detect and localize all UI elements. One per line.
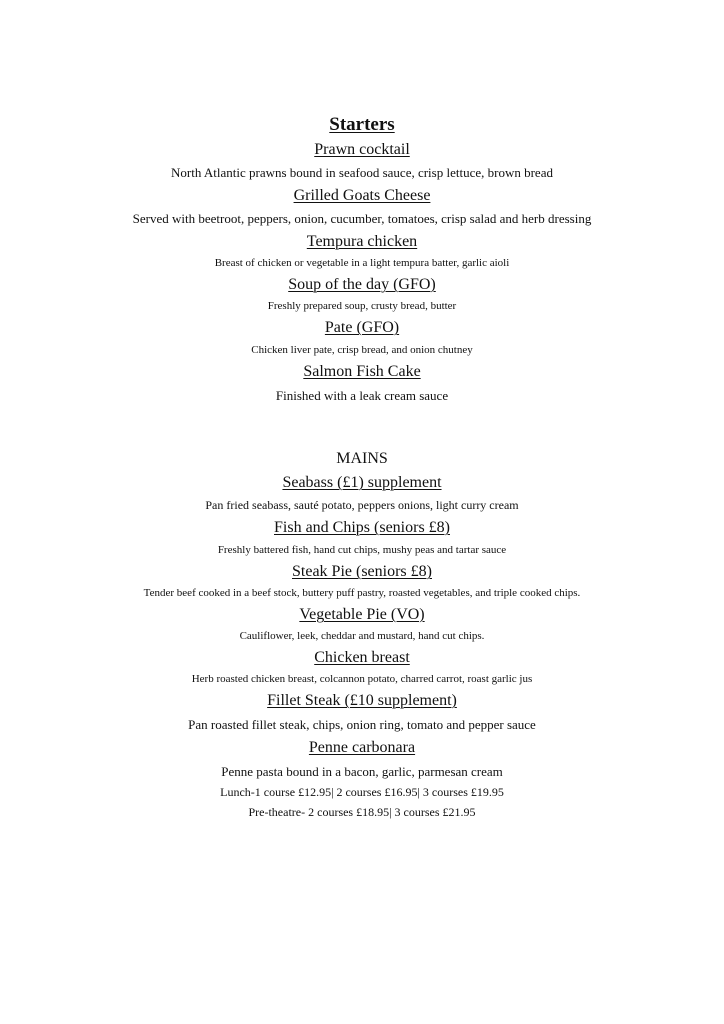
starters-heading: Starters [329,114,395,135]
pre-theatre-pricing: Pre-theatre- 2 courses £18.95| 3 courses £21.95 [248,805,476,819]
dish-description: Herb roasted chicken breast, colcannon potato, charred carrot, roast garlic jus [191,673,533,685]
mains-heading: MAINS [336,450,388,467]
dish-name: Tempura chicken [306,233,418,250]
dish-description: Freshly prepared soup, crusty bread, butter [267,300,457,312]
dish-name: Seabass (£1) supplement [282,474,442,491]
lunch-pricing: Lunch-1 course £12.95| 2 courses £16.95| 3 courses £19.95 [220,785,504,799]
dish-description: North Atlantic prawns bound in seafood sauce, crisp lettuce, brown bread [171,165,553,180]
dish-description: Finished with a leak cream sauce [275,388,449,403]
dish-name: Vegetable Pie (VO) [299,606,425,623]
dish-name: Soup of the day (GFO) [288,276,436,293]
dish-description: Served with beetroot, peppers, onion, cucumber, tomatoes, crisp salad and herb dressing [132,211,592,226]
dish-name: Grilled Goats Cheese [293,187,431,204]
dish-name: Penne carbonara [308,739,416,756]
dish-name: Prawn cocktail [314,141,410,158]
dish-name: Salmon Fish Cake [303,363,421,380]
dish-name: Pate (GFO) [324,319,400,336]
dish-name: Chicken breast [314,649,410,666]
dish-description: Penne pasta bound in a bacon, garlic, parmesan cream [221,764,503,779]
dish-description: Pan roasted fillet steak, chips, onion ring, tomato and pepper sauce [188,717,536,732]
dish-name: Fillet Steak (£10 supplement) [267,692,457,709]
dish-description: Chicken liver pate, crisp bread, and onion chutney [251,344,473,356]
dish-name: Fish and Chips (seniors £8) [274,519,450,536]
dish-description: Freshly battered fish, hand cut chips, mushy peas and tartar sauce [217,544,507,556]
dish-name: Steak Pie (seniors £8) [292,563,432,580]
dish-description: Tender beef cooked in a beef stock, buttery puff pastry, roasted vegetables, and triple cooked chips. [143,587,581,599]
dish-description: Breast of chicken or vegetable in a light tempura batter, garlic aioli [214,257,510,269]
dish-description: Pan fried seabass, sauté potato, peppers onions, light curry cream [205,498,519,512]
dish-description: Cauliflower, leek, cheddar and mustard, hand cut chips. [239,630,485,642]
